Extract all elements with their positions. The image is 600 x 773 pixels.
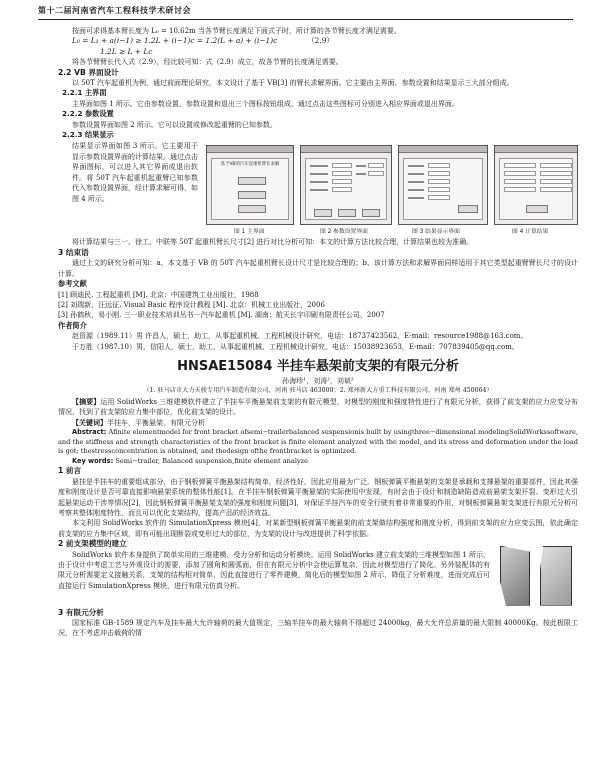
paragraph: 按面可求得基本臂长度为 L₀ = 10.62m 当各节臂长度满足下面式子时，所计算的各节臂长度才满足需要。 — [72, 27, 401, 35]
window-client — [499, 158, 573, 220]
result-button — [238, 191, 266, 199]
paragraph: 悬挂是半挂车的重要组成部分，由于钢板弹簧平衡悬架结构简单，经济性好，因此应用最为广泛。钢板弹簧平衡悬架的支架是承载和支撑悬架的重要部件，因此其强度和刚度设计是否可靠直接影响悬架系统的整体性能[1]。在半挂车钢板弹簧平衡悬架的实际使用中发现，有时会由于设计和制造缺陷造成前悬架支架开裂、变形过大引起悬架运动干涉等情况[2]，因此钢板弹簧平衡悬架支架的强度和刚度问题[3]，对保证半挂汽车的安全行驶有着非常重要的作用，对钢板弹簧悬架支架进行有限元分析可考察其整体刚度特性，而且可以优化支架结构，提高产品的经济效益。 — [58, 477, 578, 517]
paragraph: 通过上文的研究分析可知：a、本文基于 VB 的 50T 汽车起重机臂长设计尺寸是比较合理的；b、该计算方法和求解界面同样适用于其它类型起重臂臂长尺寸的设计计算。 — [58, 259, 578, 278]
article-affiliation: （1. 驻马店市大力天骏专用汽车制造有限公司，河南 驻马店 463000；2. 郑州新大方重工科技有限公司，河南 郑州 450064） — [143, 387, 493, 395]
figure-main-window — [206, 145, 294, 225]
paragraph: 本文利用 SolidWorks 软件的 SimulationXpress 模块[4]，对某新型钢板弹簧平衡悬架的前支架做结构强度和刚度分析，得到前支架的应力应变云图，依此确定前支架的应力集中区域，即有可能出现断裂或变形过大的部位，为支架的设计与改进提供了科学依据。 — [58, 519, 578, 538]
figure-row — [206, 141, 578, 237]
header-rule — [38, 19, 573, 20]
article-authors: 孙海珍¹，刘涛²，刘斌² — [282, 376, 354, 385]
english-keywords-label: Key words: — [72, 456, 114, 465]
field-label — [310, 165, 328, 167]
reference-item: [2] 刘瑞新，汪远征. Visual Basic 程序设计教程 [M]. 北京：机械工业出版社，2006 — [58, 300, 325, 309]
keywords-text: 半挂车，平衡悬架，有限元分析 — [107, 418, 205, 427]
formula-line — [58, 36, 578, 46]
paragraph: 将各节臂臂长代入式（2.9），经比较可知：式（2.9）成立，故各节臂的长度满足需要。 — [72, 58, 343, 67]
field-box — [368, 163, 384, 168]
figure-caption: 图 1 主界面 — [234, 229, 265, 236]
reference-item: [3] 孙鹤秋，易小刚. 三一职业技术培训丛书－汽车起重机 [M]. 湖南：航天长宇印刷有限责任公司，2007 — [58, 311, 385, 320]
subsection-heading: 2.2.3 结果显示 — [62, 130, 114, 140]
bracket-model-simplified — [540, 546, 572, 606]
field-label — [408, 165, 424, 167]
window-client — [211, 158, 289, 220]
bracket-figure — [496, 544, 578, 610]
section-heading: 3 结束语 — [58, 247, 89, 257]
figure-caption: 图 3 结果显示界面 — [412, 229, 460, 236]
field-label — [408, 189, 424, 191]
section-heading: 2 前支架模型的建立 — [58, 539, 127, 549]
references — [58, 279, 578, 321]
field-box — [504, 163, 536, 168]
keywords-label: 【关键词】 — [72, 418, 107, 427]
field-box — [540, 163, 572, 168]
page-body — [58, 26, 578, 639]
author-bio: 赵资源（1989.11）男 许昌人，硕士，助工，从事起重机械、工程机械设计研究，电话：18737423562，E-mail：resource1988@163.com。 — [72, 332, 528, 341]
field-box — [332, 187, 352, 192]
window-heading: 基于VB的汽车起重机臂长求解 — [220, 162, 280, 168]
field-label — [310, 173, 328, 175]
formula-expression: L₀ = L₁ + a(i−1) ≥ 1.2L + (i−1)c = 1.2(L + a) + (i−1)c — [72, 36, 278, 46]
field-box — [332, 171, 352, 176]
field-label — [310, 189, 328, 191]
button — [362, 209, 380, 217]
field-label — [408, 173, 424, 175]
author-bios — [58, 321, 578, 352]
section-heading: 3 有限元分析 — [58, 607, 104, 617]
subsection-heading: 2.2.2 参数设置 — [62, 109, 114, 119]
bracket-model-3d — [500, 546, 530, 606]
abstract-text: 运用 SolidWorks 三维建模软件建立了半挂车平衡悬架前支架的有限元模型，对模型的刚度和强度特性进行了有限元分析，获得了前支架的应力应变分布情况，找到了前支架的应力集中部位，优化前支架的设计。 — [58, 397, 579, 417]
field-box — [428, 195, 450, 200]
english-keywords — [58, 457, 578, 467]
field-box — [332, 163, 352, 168]
journal-title: 第十二届河南省汽车工程科技学术研讨会 — [38, 6, 191, 15]
results-section — [58, 141, 578, 237]
article-title: HNSAE15084 半挂车悬架前支架的有限元分析 — [177, 358, 459, 374]
author-bios-heading: 作者简介 — [58, 320, 87, 330]
window-titlebar — [301, 146, 391, 153]
subsection-heading: 2.2.1 主界面 — [62, 88, 107, 98]
figure-result-window — [398, 145, 488, 225]
field-box — [540, 171, 572, 176]
figure-param-window — [300, 145, 392, 225]
window-titlebar — [399, 146, 487, 153]
paragraph: 主界面如图 1 所示。它由参数设置、参数设置和退出三个图标按钮组成，通过点击这些图标可分别进入相应界面或退出界面。 — [72, 99, 459, 108]
english-abstract-text: Afinite elementmodel for front bracket ofsemi−trailerbalanced suspensionis built by usingthree−dimensional modelingSolidWorkssoftware, and the stiffness and strength characteristics of the front bracket is finite element analyzed with the model, and its stress and deformation under the load is got; thestressconcentration is obtained, and thedesign ofthe frontbracket is optimized. — [58, 427, 578, 456]
wrapped-paragraph: SolidWorks 软件本身提供了简单实用的三维建模、受力分析和运动分析模块。运用 SolidWorks 建立前支架的三维模型如图 1 所示，由于设计中考虑工艺与外观设计的需要，添加了圆角和圆弧面，但在有限元分析中会使运算复杂，因此对模型进行了简化。另外装配体的有限元分析需要定义接触关系，支架的结构相对简单，因此直接进行了零件建模，简化后的模型如图 2 所示，降低了分析难度，进而完成后可直接运行 SimulationXpress 模块，进行有限元仿真分析。 — [58, 550, 490, 590]
field-box — [428, 163, 450, 168]
section-heading: 1 前言 — [58, 466, 82, 476]
field-box — [504, 171, 536, 176]
field-label — [408, 197, 424, 199]
field-label — [356, 173, 366, 175]
paragraph: 参数设置界面如图 2 所示。它可以设置或修改起重臂的已知参数。 — [72, 120, 277, 129]
field-box — [540, 179, 572, 184]
window-client — [305, 158, 387, 220]
field-label — [408, 181, 424, 183]
references-heading: 参考文献 — [58, 279, 87, 289]
field-box — [540, 187, 572, 192]
exit-button — [238, 205, 266, 213]
wrapped-paragraph: 结果显示界面如图 3 所示。它主要用于显示参数设置界面的计算结果。通过点击界面图标，可以进入其它界面或退出软件。将 50T 汽车起重机起重臂已知参数代入参数设置界面，经计算求解可得，如图 4 所示。 — [72, 142, 198, 203]
english-keywords-text: Semi−trailer, Balanced suspension,finite element analyze — [115, 456, 309, 465]
keywords — [58, 418, 578, 428]
field-box — [368, 171, 384, 176]
formula-line-2: 1.2L ≥ L + Lc — [100, 46, 153, 56]
window-client — [403, 158, 483, 220]
field-label — [310, 181, 328, 183]
field-box — [428, 171, 450, 176]
field-box — [504, 179, 536, 184]
abstract-label: 【摘要】 — [72, 397, 101, 406]
field-box — [332, 179, 352, 184]
button — [338, 209, 356, 217]
paragraph: 将计算结果与三一、徐工、中联等 50T 起重机臂长尺寸[2] 进行对比分析可知：本文的计算方法比较合理，计算结果也较为准确。 — [72, 238, 474, 247]
window-titlebar — [495, 146, 577, 153]
model-section — [58, 550, 578, 608]
field-box — [428, 187, 450, 192]
paragraph: 国家标准 GB-1589 规定汽车及挂车最大允许轴荷的最大值规定，三轴半挂车的最大轴荷不得超过 24000kg，最大允许总质量的最大限制 40000Kg。按此极限工况，在不考虑冲击载荷的情 — [58, 619, 578, 638]
param-button — [238, 177, 266, 185]
author-bio: 于万胜（1987.10）男，信阳人，硕士，助工，从事起重机械、工程机械设计研究，电话：15038923653，E-mail：707839405@qq.com。 — [72, 342, 519, 351]
english-abstract — [58, 428, 578, 457]
button — [526, 205, 548, 213]
button — [458, 205, 478, 213]
running-header — [38, 6, 573, 22]
abstract — [58, 397, 578, 418]
figure-calc-window — [494, 145, 578, 225]
field-box — [504, 187, 536, 192]
formula-number: （2.9） — [307, 36, 334, 46]
figure-caption: 图 2 参数设置界面 — [320, 229, 368, 236]
paragraph: 以 50T 汽车起重机为例，通过前面理论研究，本文设计了基于 VB[3] 的臂长求解界面。它主要由主界面、参数设置和结果显示三大部分组成。 — [72, 79, 514, 88]
button — [314, 209, 332, 217]
field-box — [428, 179, 450, 184]
section-heading: 2.2 VB 界面设计 — [58, 67, 119, 77]
window-titlebar — [207, 146, 293, 153]
english-abstract-label: Abstract: — [72, 427, 107, 436]
figure-caption: 图 4 计算结果 — [512, 229, 549, 236]
reference-item: [1] 顾迪民. 工程起重机 [M]. 北京：中国建筑工业出版社，1988 — [58, 290, 259, 299]
field-label — [356, 165, 366, 167]
